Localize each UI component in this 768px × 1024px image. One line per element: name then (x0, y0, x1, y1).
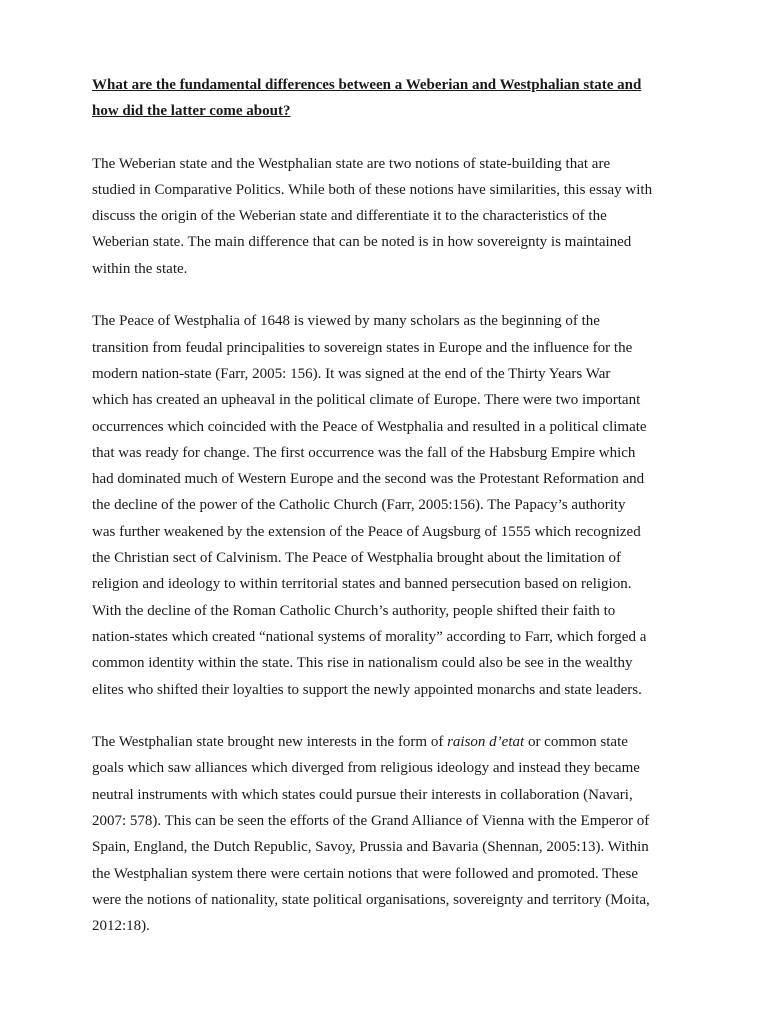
text-line: neutral instruments with which states could pursue their interests in collaboration (Navari, (92, 786, 633, 803)
essay-title (92, 72, 698, 125)
text-line: 2012:18). (92, 918, 150, 935)
text-line: religion and ideology to within territorial states and banned persecution based on religion. (92, 576, 632, 593)
text-line: had dominated much of Western Europe and the second was the Protestant Reformation and (92, 471, 645, 488)
text-line: was further weakened by the extension of the Peace of Augsburg of 1555 which recognized (92, 523, 641, 540)
text-line: 2007: 578). This can be seen the efforts of the Grand Alliance of Vienna with the Emperor of (92, 813, 650, 830)
text-run: or common state (524, 734, 628, 751)
text-line: discuss the origin of the Weberian state and differentiate it to the characteristics of the (92, 208, 607, 225)
text-line: occurrences which coincided with the Peace of Westphalia and resulted in a political climate (92, 418, 647, 435)
text-line: within the state. (92, 260, 188, 277)
text-line: transition from feudal principalities to sovereign states in Europe and the influence for the (92, 339, 633, 356)
text-line: modern nation-state (Farr, 2005: 156). It was signed at the end of the Thirty Years War (92, 365, 611, 382)
text-line: the Christian sect of Calvinism. The Peace of Westphalia brought about the limitation of (92, 550, 621, 567)
text-line: were the notions of nationality, state political organisations, sovereignty and territory (Moita, (92, 891, 650, 908)
text-line: The Peace of Westphalia of 1648 is viewed by many scholars as the beginning of the (92, 313, 600, 330)
title-line: What are the fundamental differences between a Weberian and Westphalian state and (92, 77, 642, 93)
text-line: which has created an upheaval in the political climate of Europe. There were two important (92, 392, 641, 409)
paragraph-2 (92, 308, 698, 702)
text-line: the Westphalian system there were certain notions that were followed and promoted. These (92, 865, 638, 882)
text-run: The Westphalian state brought new interests in the form of (92, 734, 448, 751)
text-line: elites who shifted their loyalties to support the newly appointed monarchs and state leaders. (92, 681, 642, 698)
italic-term: raison d’etat (447, 734, 525, 751)
text-line: goals which saw alliances which diverged from religious ideology and instead they became (92, 760, 640, 777)
text-line: the decline of the power of the Catholic Church (Farr, 2005:156). The Papacy’s authority (92, 497, 626, 514)
text-line: Weberian state. The main difference that can be noted is in how sovereignty is maintained (92, 234, 632, 251)
text-line: that was ready for change. The first occurrence was the fall of the Habsburg Empire which (92, 444, 636, 461)
text-line: Spain, England, the Dutch Republic, Savoy, Prussia and Bavaria (Shennan, 2005:13). Within (92, 839, 649, 856)
text-line: common identity within the state. This rise in nationalism could also be see in the wealthy (92, 655, 633, 672)
paragraph-3 (92, 729, 698, 939)
paragraph-1 (92, 151, 698, 282)
text-line (92, 729, 698, 755)
text-line: With the decline of the Roman Catholic Church’s authority, people shifted their faith to (92, 602, 616, 619)
text-line: The Weberian state and the Westphalian state are two notions of state-building that are (92, 155, 611, 172)
title-line: how did the latter come about? (92, 103, 291, 120)
text-line: nation-states which created “national systems of morality” according to Farr, which forged a (92, 628, 647, 645)
text-line: studied in Comparative Politics. While both of these notions have similarities, this essay with (92, 181, 653, 198)
